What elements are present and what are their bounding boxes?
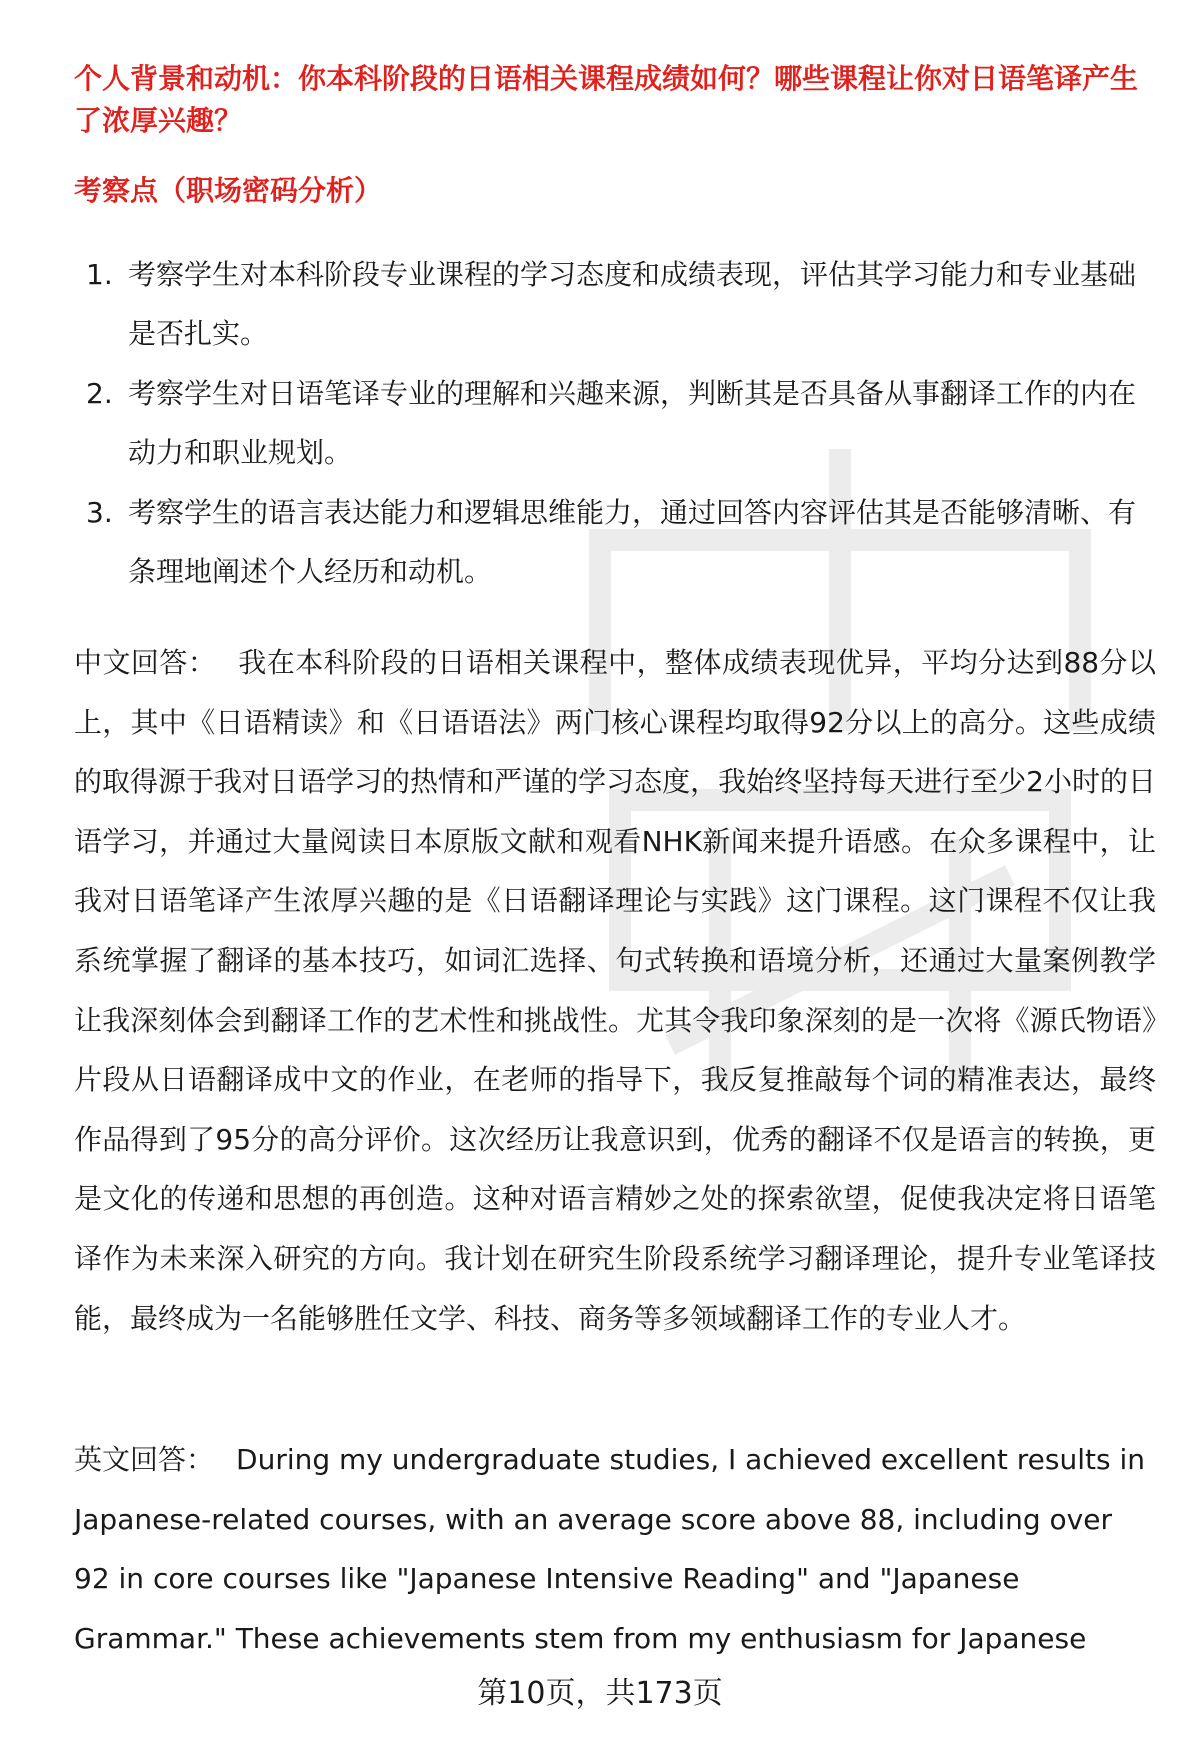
page-number: 第10页，共173页 xyxy=(477,1676,723,1711)
english-answer-text: During my undergraduate studies, I achieved excellent results in Japanese-related courses, with an average score above 88, including over 92 in core courses like "Japanese Intensive Reading" and "Japanese Grammar." These achievements stem from my enthusiasm for Japanese xyxy=(74,1443,1146,1655)
list-number: 1. xyxy=(86,258,113,291)
english-answer-label: 英文回答： xyxy=(74,1443,215,1476)
list-item-text: 考察学生对本科阶段专业课程的学习态度和成绩表现，评估其学习能力和专业基础是否扎实。 xyxy=(128,258,1137,350)
chinese-answer-label: 中文回答： xyxy=(74,646,217,679)
english-answer xyxy=(74,1430,1154,1668)
list-number: 3. xyxy=(86,496,113,529)
chinese-answer-text: 我在本科阶段的日语相关课程中，整体成绩表现优异，平均分达到88分以上，其中《日语精读》和《日语语法》两门核心课程均取得92分以上的高分。这些成绩的取得源于我对日语学习的热情和严谨的学习态度，我始终坚持每天进行至少2小时的日语学习，并通过大量阅读日本原版文献和观看NHK新闻来提升语感。在众多课程中，让我对日语笔译产生浓厚兴趣的是《日语翻译理论与实践》这门课程。这门课程不仅让我系统掌握了翻译的基本技巧，如词汇选择、句式转换和语境分析，还通过大量案例教学让我深刻体会到翻译工作的艺术性和挑战性。尤其令我印象深刻的是一次将《源氏物语》片段从日语翻译成中文的作业，在老师的指导下，我反复推敲每个词的精准表达，最终作品得到了95分的高分评价。这次经历让我意识到，优秀的翻译不仅是语言的转换，更是文化的传递和思想的再创造。这种对语言精妙之处的探索欲望，促使我决定将日语笔译作为未来深入研究的方向。我计划在研究生阶段系统学习翻译理论，提升专业笔译技能，最终成为一名能够胜任文学、科技、商务等多领域翻译工作的专业人才。 xyxy=(74,646,1156,1335)
list-item xyxy=(74,483,1154,601)
question-title: 个人背景和动机：你本科阶段的日语相关课程成绩如何？哪些课程让你对日语笔译产生了浓厚兴趣？ xyxy=(74,62,1139,137)
assessment-heading: 考察点（职场密码分析） xyxy=(74,174,383,207)
list-item xyxy=(74,245,1154,363)
chinese-answer xyxy=(74,633,1156,1348)
list-item-text: 考察学生的语言表达能力和逻辑思维能力，通过回答内容评估其是否能够清晰、有条理地阐述个人经历和动机。 xyxy=(128,496,1137,588)
list-item-text: 考察学生对日语笔译专业的理解和兴趣来源，判断其是否具备从事翻译工作的内在动力和职业规划。 xyxy=(128,377,1137,469)
assessment-points xyxy=(74,245,1154,602)
list-item xyxy=(74,364,1154,482)
list-number: 2. xyxy=(86,377,113,410)
